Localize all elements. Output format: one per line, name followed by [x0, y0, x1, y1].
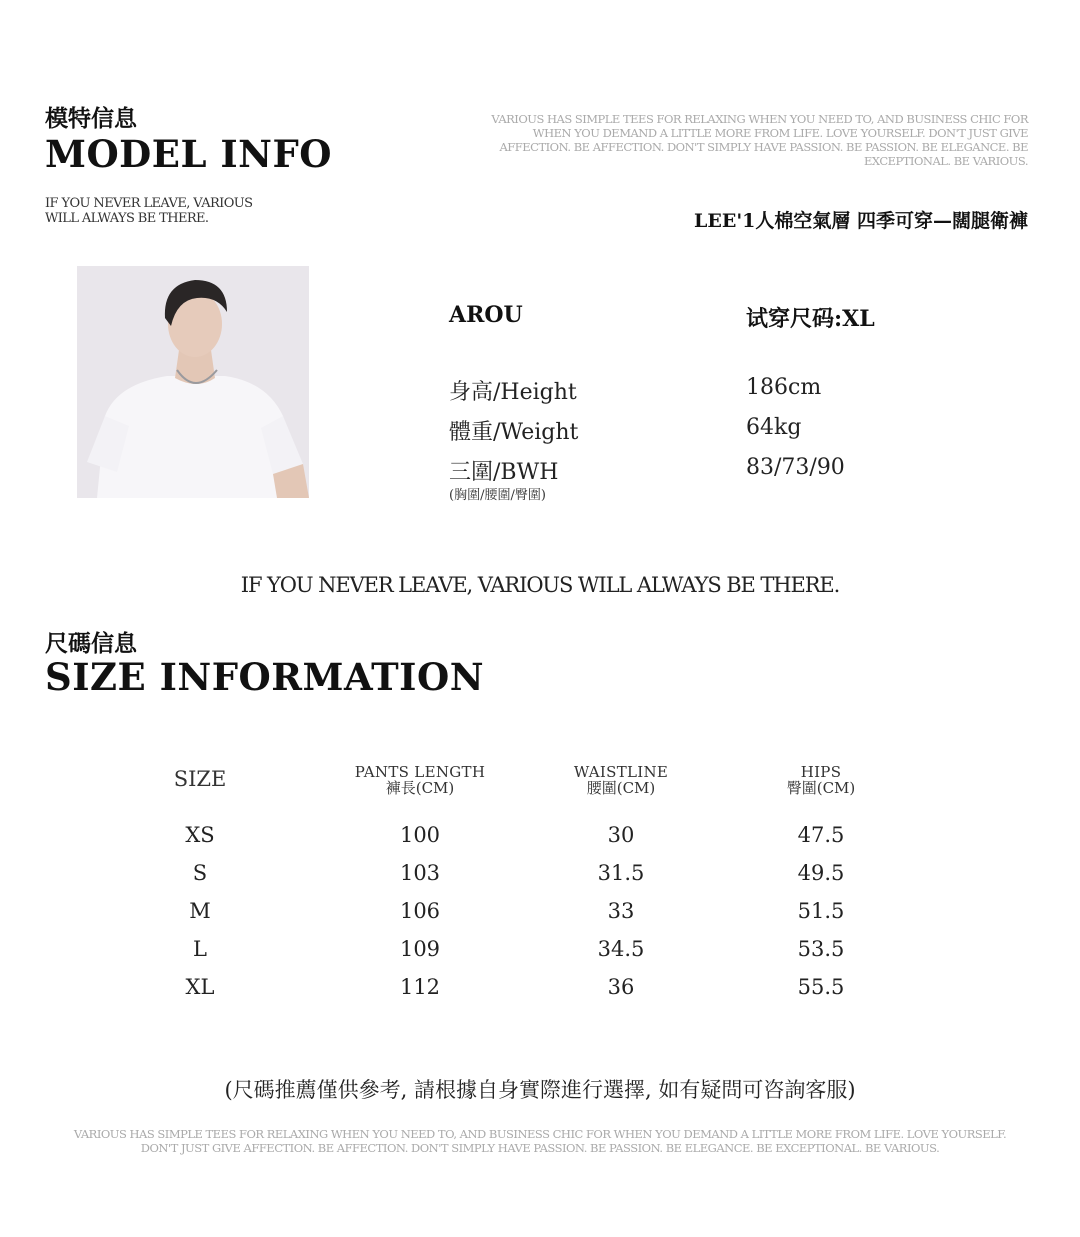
cell-hips-s: 49.5 [797, 861, 845, 885]
try-on-size: 试穿尺码:XL [746, 306, 875, 332]
cell-waist-xl: 36 [607, 975, 635, 999]
brand-blurb: VARIOUS HAS SIMPLE TEES FOR RELAXING WHEN YOU NEED TO, AND BUSINESS CHIC FOR WHEN YOU DEMAND A LITTLE MORE FROM LIFE. LOVE YOURSELF. DON'T JUST GIVE AFFECTION. BE AFFECTION. DON'T SIMPLY HAVE PASSION. BE PASSION. BE ELEGANCE. BE EXCEPTIONAL. BE VARIOUS. [491, 112, 1028, 168]
header-pants-length-en: PANTS LENGTH [354, 763, 486, 781]
weight-label: 體重/Weight [449, 420, 579, 445]
product-name: LEE'1人棉空氣層 四季可穿—闊腿衛褲 [694, 210, 1028, 232]
model-info-title: MODEL INFO [45, 132, 332, 176]
footer-blurb: VARIOUS HAS SIMPLE TEES FOR RELAXING WHEN YOU NEED TO, AND BUSINESS CHIC FOR WHEN YOU DEMAND A LITTLE MORE FROM LIFE. LOVE YOURSELF. DON'T JUST GIVE AFFECTION. BE AFFECTION. DON'T SIMPLY HAVE PASSION. BE PASSION. BE ELEGANCE. BE EXCEPTIONAL. BE VARIOUS. [73, 1127, 1007, 1155]
model-name: AROU [449, 302, 523, 328]
model-info-zh-heading: 模特信息 [45, 105, 137, 132]
header-pants-length [320, 764, 520, 797]
cell-size-s: S [192, 861, 208, 885]
bwh-label: 三圍/BWH [449, 460, 559, 485]
cell-size-m: M [189, 899, 211, 923]
model-photo-illustration [77, 266, 309, 498]
cell-waist-xs: 30 [607, 823, 635, 847]
weight-value: 64kg [746, 415, 802, 440]
cell-waist-l: 34.5 [597, 937, 645, 961]
header-pants-length-zh: 褲長(CM) [385, 779, 455, 797]
cell-length-m: 106 [399, 899, 441, 923]
size-info-title: SIZE INFORMATION [45, 655, 485, 699]
center-slogan: IF YOU NEVER LEAVE, VARIOUS WILL ALWAYS BE THERE. [240, 573, 840, 597]
header-waistline-zh: 腰圍(CM) [586, 779, 656, 797]
cell-length-s: 103 [399, 861, 441, 885]
cell-waist-m: 33 [607, 899, 635, 923]
size-footnote: (尺碼推薦僅供參考, 請根據自身實際進行選擇, 如有疑問可咨詢客服) [224, 1078, 856, 1102]
cell-size-xs: XS [185, 823, 215, 847]
cell-length-xl: 112 [399, 975, 441, 999]
header-waistline-en: WAISTLINE [573, 763, 669, 781]
header-waistline [521, 764, 721, 797]
cell-hips-xl: 55.5 [797, 975, 845, 999]
cell-size-xl: XL [185, 975, 215, 999]
cell-waist-s: 31.5 [597, 861, 645, 885]
tagline-left: IF YOU NEVER LEAVE, VARIOUS WILL ALWAYS BE THERE. [45, 196, 253, 226]
header-hips [721, 764, 921, 797]
cell-hips-m: 51.5 [797, 899, 845, 923]
height-value: 186cm [746, 375, 822, 400]
bwh-value: 83/73/90 [746, 455, 845, 480]
cell-hips-l: 53.5 [797, 937, 845, 961]
cell-size-l: L [193, 937, 207, 961]
header-hips-zh: 臀圍(CM) [786, 779, 856, 797]
header-size: SIZE [173, 767, 227, 791]
cell-hips-xs: 47.5 [797, 823, 845, 847]
cell-length-xs: 100 [399, 823, 441, 847]
size-info-zh-heading: 尺碼信息 [45, 630, 137, 657]
bwh-note: (胸圍/腰圍/臀圍) [449, 488, 546, 503]
header-hips-en: HIPS [800, 763, 842, 781]
height-label: 身高/Height [449, 380, 577, 405]
model-photo [77, 266, 309, 498]
cell-length-l: 109 [399, 937, 441, 961]
